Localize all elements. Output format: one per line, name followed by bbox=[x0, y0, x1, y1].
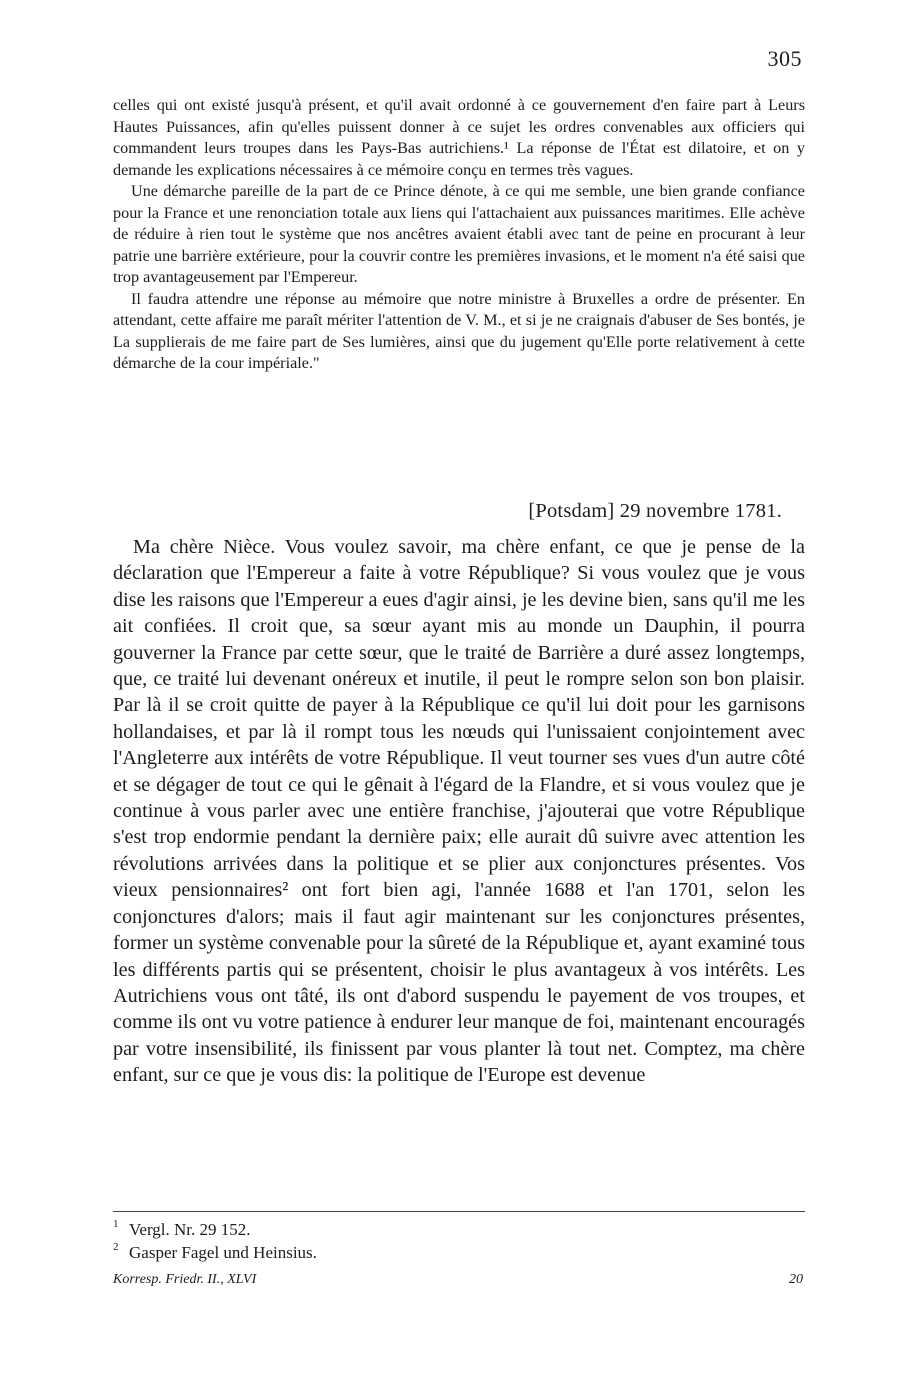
letter-body bbox=[113, 534, 805, 1089]
paragraph: celles qui ont existé jusqu'à présent, et qu'il avait ordonné à ce gouvernement d'en faire part à Leurs Hautes Puissances, afin qu'elles puissent donner à ce sujet les ordres convenables aux officiers qui commandent leurs troupes dans les Pays-Bas autrichiens.¹ La réponse de l'État est dilatoire, et on y demande les explications nécessaires à ce mémoire conçu en termes très vagues. bbox=[113, 96, 805, 179]
sheet-number: 20 bbox=[789, 1272, 803, 1287]
footnote bbox=[113, 1218, 805, 1241]
footnote-mark: 2 bbox=[113, 1241, 119, 1253]
letter-dateline: [Potsdam] 29 novembre 1781. bbox=[528, 500, 782, 522]
paragraph: Une démarche pareille de la part de ce Prince dénote, à ce qui me semble, une bien grande confiance pour la France et une renonciation totale aux liens qui l'attachaient aux puissances maritimes. Elle achève de réduire à rien tout le système que nos ancêtres avaient établi avec tant de peine en procurant à leur patrie une barrière extérieure, pour la couvrir contre les premières invasions, et le moment n'a été saisi que trop avantageusement par l'Empereur. bbox=[113, 182, 805, 286]
footnotes bbox=[113, 1218, 805, 1264]
footnote-text: Vergl. Nr. 29 152. bbox=[129, 1220, 251, 1239]
previous-letter-excerpt bbox=[113, 95, 805, 375]
signature-line bbox=[113, 1272, 805, 1288]
footnote-divider bbox=[113, 1211, 805, 1212]
footnote-text: Gasper Fagel und Heinsius. bbox=[129, 1243, 317, 1262]
footnote-mark: 1 bbox=[113, 1218, 119, 1230]
paragraph: Ma chère Nièce. Vous voulez savoir, ma chère enfant, ce que je pense de la déclaration que l'Empereur a faite à votre République? Si vous voulez que je vous dise les raisons que l'Empereur a eues d'agir ainsi, je les devine bien, sans qu'il me les ait confiées. Il croit que, sa sœur ayant mis au monde un Dauphin, il pourra gouverner la France par cette sœur, que le traité de Barrière a duré assez longtemps, que, ce traité lui devenant onéreux et inutile, il peut le rompre selon son bon plaisir. Par là il se croit quitte de payer à la République ce qu'il lui doit pour les garnisons hollandaises, et par là il rompt tous les nœuds qui l'unissaient conjointement avec l'Angleterre aux intérêts de votre République. Il veut tourner ses vues d'un autre côté et se dégager de tout ce qui le gênait à l'égard de la Flandre, et si vous voulez que je continue à vous parler avec une entière franchise, j'ajouterai que votre République s'est trop endormie pendant la dernière paix; elle aurait dû suivre avec attention les révolutions arrivées dans la politique et se plier aux conjonctures présentes. Vos vieux pensionnaires² ont fort bien agi, l'année 1688 et l'an 1701, selon les conjonctures d'alors; mais il faut agir maintenant sur les conjonctures présentes, former un système convenable pour la sûreté de la République et, ayant examiné tous les différents partis qui se présentent, choisir le plus avantageux à vos intérêts. Les Autrichiens vous ont tâté, ils ont d'abord suspendu le payement de vos troupes, et comme ils ont vu votre patience à endurer leur manque de foi, maintenant encouragés par votre insensibilité, ils finissent par vous planter là tout net. Comptez, ma chère enfant, sur ce que je vous dis: la politique de l'Europe est devenue bbox=[113, 536, 805, 1087]
series-title: Korresp. Friedr. II., XLVI bbox=[113, 1272, 257, 1287]
page-number: 305 bbox=[767, 46, 802, 71]
footnote bbox=[113, 1241, 805, 1264]
paragraph: Il faudra attendre une réponse au mémoire que notre ministre à Bruxelles a ordre de présenter. En attendant, cette affaire me paraît mériter l'attention de V. M., et si je ne craignais d'abuser de Ses bontés, je La supplierais de me faire part de Ses lumières, ainsi que du jugement qu'Elle porte relativement à cette démarche de la cour impériale." bbox=[113, 289, 805, 372]
